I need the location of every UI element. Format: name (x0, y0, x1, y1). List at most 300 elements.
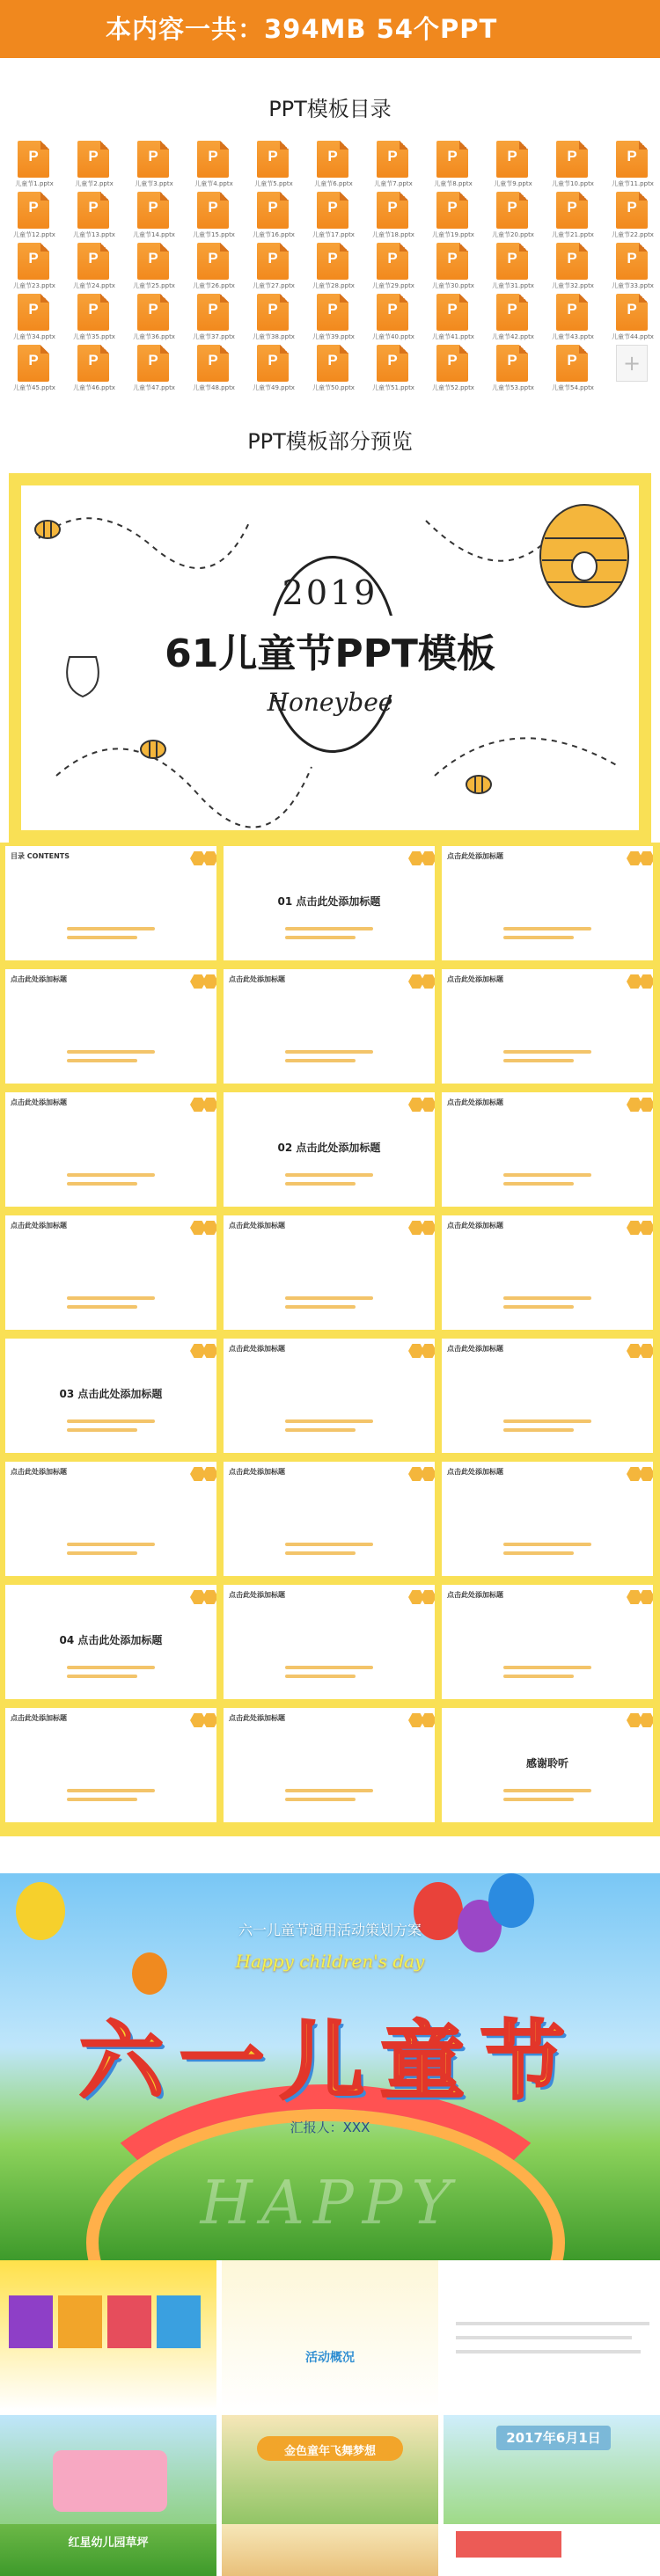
text-line (503, 1305, 574, 1309)
pptx-file[interactable] (67, 243, 121, 292)
honeycomb-icon (639, 1713, 653, 1727)
pptx-file-icon (77, 345, 109, 382)
pptx-file-icon (137, 192, 169, 229)
text-line (285, 1173, 373, 1177)
text-line (503, 1182, 574, 1186)
text-line (67, 936, 137, 939)
pptx-file[interactable] (486, 141, 540, 190)
pptx-file[interactable] (7, 192, 62, 241)
slide-thumbnail[interactable] (224, 1585, 435, 1699)
file-letter: P (28, 199, 39, 215)
file-name: 儿童节45.pptx (13, 384, 55, 391)
thumb-title: 点击此处添加标题 (229, 1591, 285, 1599)
file-letter: P (567, 250, 577, 266)
bottom-label: 金色童年飞舞梦想 (283, 2445, 376, 2458)
file-letter: P (327, 148, 338, 164)
file-letter: P (627, 301, 637, 317)
file-letter: P (148, 301, 158, 317)
pptx-file[interactable] (7, 294, 62, 343)
kids-title: 六一儿童节 (79, 2012, 581, 2111)
file-letter: P (327, 352, 338, 369)
file-letter: P (268, 301, 278, 317)
text-line (285, 1182, 356, 1186)
pptx-file-icon (18, 345, 49, 382)
bee-icon (466, 776, 491, 793)
pptx-file[interactable] (246, 192, 301, 241)
bottom-slide-9 (444, 2524, 660, 2576)
thumb-title: 点击此处添加标题 (447, 1591, 503, 1599)
pptx-file[interactable] (546, 141, 600, 190)
pptx-file-icon (137, 294, 169, 331)
text-line (503, 1059, 574, 1062)
slide-thumbnail[interactable] (224, 969, 435, 1084)
slide-thumbnail[interactable] (224, 1339, 435, 1453)
file-name: 儿童节53.pptx (492, 384, 534, 391)
text-line (503, 1050, 591, 1054)
slide-thumbnail[interactable] (442, 969, 653, 1084)
text-line (285, 1789, 373, 1792)
slide-thumbnail[interactable] (224, 1092, 435, 1207)
bottom-label: 红星幼儿园草坪 (68, 2536, 149, 2550)
file-name: 儿童节16.pptx (253, 231, 295, 238)
text-line (67, 1666, 155, 1669)
file-name: 儿童节44.pptx (612, 333, 654, 340)
text-line (456, 2350, 641, 2353)
text-line (503, 1675, 574, 1678)
thumb-heading: 01 点击此处添加标题 (277, 895, 381, 908)
pptx-file[interactable] (605, 294, 660, 343)
file-name: 儿童节24.pptx (73, 282, 115, 289)
file-letter: P (567, 352, 577, 369)
text-line (285, 1296, 373, 1300)
text-line (456, 2336, 632, 2339)
honeycomb-icon (202, 1221, 216, 1235)
file-name: 儿童节30.pptx (432, 282, 474, 289)
pptx-file[interactable] (187, 192, 241, 241)
pptx-file[interactable] (366, 294, 421, 343)
pptx-file[interactable] (187, 141, 241, 190)
pptx-file[interactable] (366, 243, 421, 292)
file-letter: P (387, 301, 398, 317)
slide-thumbnail[interactable] (224, 1215, 435, 1330)
file-letter: P (268, 352, 278, 369)
pptx-file[interactable] (246, 243, 301, 292)
slide-thumbnail[interactable] (224, 1462, 435, 1576)
slide-thumbnail[interactable] (442, 1585, 653, 1699)
thumb-title: 点击此处添加标题 (11, 1098, 67, 1106)
thumb-title: 点击此处添加标题 (447, 1468, 503, 1476)
pptx-file[interactable] (67, 192, 121, 241)
pptx-file-icon (556, 294, 588, 331)
slide-thumbnail[interactable] (5, 846, 216, 960)
text-line (67, 1551, 137, 1555)
plus-icon: + (622, 351, 642, 376)
pptx-file[interactable] (306, 192, 361, 241)
text-line (285, 1059, 356, 1062)
pptx-file[interactable] (67, 141, 121, 190)
honeycomb-icon (639, 1221, 653, 1235)
file-letter: P (387, 352, 398, 369)
thumb-title: 点击此处添加标题 (11, 1714, 67, 1722)
file-letter: P (88, 250, 99, 266)
pptx-file[interactable] (7, 345, 62, 394)
file-name: 儿童节3.pptx (135, 180, 173, 187)
text-line (67, 927, 155, 930)
honeycomb-icon (421, 851, 435, 865)
file-name: 儿童节27.pptx (253, 282, 295, 289)
text-line (67, 1296, 155, 1300)
bottom-slide-7 (0, 2524, 216, 2576)
file-letter: P (88, 352, 99, 369)
slide-thumbnail[interactable] (442, 1462, 653, 1576)
thumb-title: 点击此处添加标题 (11, 1222, 67, 1230)
file-name: 儿童节1.pptx (15, 180, 54, 187)
file-letter: P (447, 148, 458, 164)
pptx-file[interactable] (366, 141, 421, 190)
thumb-heading: 04 点击此处添加标题 (59, 1634, 163, 1646)
slide-thumbnail[interactable] (442, 1708, 653, 1822)
file-name: 儿童节17.pptx (312, 231, 355, 238)
slide-thumbnail[interactable] (224, 1708, 435, 1822)
file-letter: P (208, 199, 218, 215)
file-letter: P (28, 148, 39, 164)
file-letter: P (28, 301, 39, 317)
pptx-file[interactable] (426, 141, 480, 190)
file-letter: P (28, 352, 39, 369)
pptx-file[interactable] (605, 141, 660, 190)
pptx-file[interactable] (306, 294, 361, 343)
pptx-file-icon (18, 192, 49, 229)
text-line (285, 1419, 373, 1423)
text-line (67, 1428, 137, 1432)
slide-thumbnail[interactable] (5, 1215, 216, 1330)
pptx-file-icon (197, 243, 229, 280)
thumb-title: 点击此处添加标题 (447, 852, 503, 860)
pptx-file[interactable] (605, 243, 660, 292)
pptx-file-icon (496, 141, 528, 178)
file-letter: P (387, 199, 398, 215)
file-letter: P (327, 301, 338, 317)
thumb-title: 点击此处添加标题 (447, 1345, 503, 1353)
hero-slide (9, 473, 651, 843)
pptx-file[interactable] (426, 345, 480, 394)
file-letter: P (567, 148, 577, 164)
kids-english: Happy children's day (235, 1951, 425, 1972)
add-file-button[interactable] (616, 345, 648, 382)
pptx-file[interactable] (426, 243, 480, 292)
kids-happy: HAPPY (200, 2169, 460, 2238)
pptx-file[interactable] (187, 243, 241, 292)
pptx-file[interactable] (246, 345, 301, 394)
file-grid (7, 141, 653, 405)
honeycomb-icon (421, 1221, 435, 1235)
pptx-file[interactable] (605, 192, 660, 241)
pptx-file[interactable] (486, 294, 540, 343)
pptx-file-icon (257, 345, 289, 382)
pptx-file-icon (18, 294, 49, 331)
file-name: 儿童节13.pptx (73, 231, 115, 238)
thumb-title: 点击此处添加标题 (229, 1714, 285, 1722)
pptx-file[interactable] (127, 294, 181, 343)
file-letter: P (327, 199, 338, 215)
pptx-file-icon (197, 192, 229, 229)
text-line (285, 927, 373, 930)
pptx-file[interactable] (546, 345, 600, 394)
pptx-file-icon (616, 141, 648, 178)
pptx-file[interactable] (127, 243, 181, 292)
file-name: 儿童节18.pptx (372, 231, 414, 238)
file-name: 儿童节36.pptx (133, 333, 175, 340)
thumb-title: 目录 CONTENTS (11, 852, 70, 860)
file-letter: P (447, 250, 458, 266)
file-letter: P (627, 250, 637, 266)
file-letter: P (447, 301, 458, 317)
slide-thumbnail[interactable] (5, 1339, 216, 1453)
file-letter: P (208, 352, 218, 369)
pptx-file[interactable] (187, 294, 241, 343)
pptx-file-icon (257, 141, 289, 178)
pptx-file-icon (496, 345, 528, 382)
file-letter: P (387, 250, 398, 266)
bottom-slide-1 (0, 2260, 216, 2410)
pptx-file[interactable] (306, 141, 361, 190)
pptx-file[interactable] (127, 141, 181, 190)
pptx-file[interactable] (546, 294, 600, 343)
pptx-file-icon (616, 294, 648, 331)
honeycomb-icon (639, 1467, 653, 1481)
text-line (67, 1050, 155, 1054)
file-letter: P (28, 250, 39, 266)
text-line (67, 1789, 155, 1792)
file-name: 儿童节26.pptx (193, 282, 235, 289)
pptx-file-icon (556, 141, 588, 178)
text-line (67, 1305, 137, 1309)
pptx-file[interactable] (546, 243, 600, 292)
thumb-title: 点击此处添加标题 (229, 1468, 285, 1476)
pptx-file[interactable] (486, 345, 540, 394)
pptx-file[interactable] (246, 141, 301, 190)
slide-thumbnail[interactable] (442, 1215, 653, 1330)
pptx-file-icon (137, 243, 169, 280)
pptx-file[interactable] (546, 192, 600, 241)
pptx-file-icon (556, 192, 588, 229)
pptx-file[interactable] (486, 243, 540, 292)
pptx-file-icon (18, 243, 49, 280)
red-block (456, 2531, 561, 2558)
file-name: 儿童节14.pptx (133, 231, 175, 238)
honeycomb-icon (202, 1467, 216, 1481)
text-line (503, 1789, 591, 1792)
thumb-heading: 02 点击此处添加标题 (277, 1142, 381, 1154)
file-name: 儿童节54.pptx (552, 384, 594, 391)
text-line (67, 1543, 155, 1546)
menu-block (107, 2295, 151, 2348)
pptx-file[interactable] (67, 345, 121, 394)
text-line (503, 927, 591, 930)
thumb-title: 点击此处添加标题 (11, 1468, 67, 1476)
text-line (67, 1182, 137, 1186)
honeycomb-icon (421, 1467, 435, 1481)
file-letter: P (507, 301, 517, 317)
file-letter: P (88, 301, 99, 317)
pptx-file-icon (616, 243, 648, 280)
pptx-file-icon (197, 141, 229, 178)
pptx-file-icon (317, 192, 348, 229)
note-card (53, 2450, 167, 2512)
file-name: 儿童节34.pptx (13, 333, 55, 340)
file-name: 儿童节41.pptx (432, 333, 474, 340)
thumb-title: 点击此处添加标题 (229, 975, 285, 983)
pptx-file-icon (377, 294, 408, 331)
pptx-file[interactable] (67, 294, 121, 343)
pptx-file[interactable] (127, 192, 181, 241)
file-name: 儿童节25.pptx (133, 282, 175, 289)
bottom-label: 活动概况 (305, 2351, 355, 2365)
honeycomb-icon (421, 1344, 435, 1358)
pptx-file-icon (436, 192, 468, 229)
pptx-file[interactable] (486, 192, 540, 241)
slide-thumbnail[interactable] (5, 1585, 216, 1699)
file-name: 儿童节51.pptx (372, 384, 414, 391)
pptx-file-icon (556, 345, 588, 382)
file-name: 儿童节23.pptx (13, 282, 55, 289)
slide-thumbnail[interactable] (5, 1708, 216, 1822)
file-letter: P (208, 301, 218, 317)
text-line (285, 1798, 356, 1801)
pptx-file-icon (257, 192, 289, 229)
pptx-file[interactable] (246, 294, 301, 343)
hero-slide-inner (21, 485, 639, 830)
thumbnail-grid (0, 843, 660, 1836)
menu-block (58, 2295, 102, 2348)
text-line (503, 1543, 591, 1546)
pptx-file-icon (317, 294, 348, 331)
hero-title: 61儿童节PPT模板 (165, 631, 495, 676)
file-letter: P (567, 199, 577, 215)
slide-thumbnail[interactable] (442, 1339, 653, 1453)
text-line (503, 936, 574, 939)
menu-block (9, 2295, 53, 2348)
pptx-file[interactable] (187, 345, 241, 394)
honeycomb-icon (639, 1344, 653, 1358)
pptx-file-icon (257, 243, 289, 280)
text-line (67, 1173, 155, 1177)
file-letter: P (447, 352, 458, 369)
pptx-file[interactable] (7, 243, 62, 292)
file-letter: P (567, 301, 577, 317)
text-line (67, 1419, 155, 1423)
honeycomb-icon (202, 851, 216, 865)
thumb-title: 点击此处添加标题 (447, 1222, 503, 1230)
file-name: 儿童节39.pptx (312, 333, 355, 340)
pptx-file-icon (377, 141, 408, 178)
thumb-heading: 03 点击此处添加标题 (59, 1388, 163, 1400)
pptx-file-icon (137, 345, 169, 382)
thumb-title: 点击此处添加标题 (229, 1345, 285, 1353)
slide-thumbnail[interactable] (442, 1092, 653, 1207)
honeycomb-icon (639, 851, 653, 865)
file-name: 儿童节38.pptx (253, 333, 295, 340)
pptx-file-icon (436, 141, 468, 178)
pptx-file-icon (377, 345, 408, 382)
slide-thumbnail[interactable] (5, 969, 216, 1084)
slide-thumbnail[interactable] (5, 1092, 216, 1207)
honeycomb-icon (202, 974, 216, 989)
bottom-slide-2 (222, 2260, 438, 2410)
thumb-title: 点击此处添加标题 (447, 1098, 503, 1106)
pptx-file[interactable] (306, 243, 361, 292)
bee-icon (141, 741, 165, 758)
file-letter: P (148, 148, 158, 164)
file-name: 儿童节4.pptx (194, 180, 233, 187)
file-name: 儿童节19.pptx (432, 231, 474, 238)
pptx-file[interactable] (366, 192, 421, 241)
file-name: 儿童节9.pptx (494, 180, 532, 187)
file-name: 儿童节5.pptx (254, 180, 293, 187)
kids-cover-slide (0, 1873, 660, 2260)
file-name: 儿童节42.pptx (492, 333, 534, 340)
file-name: 儿童节50.pptx (312, 384, 355, 391)
file-name: 儿童节22.pptx (612, 231, 654, 238)
pptx-file-icon (436, 345, 468, 382)
pptx-file[interactable] (7, 141, 62, 190)
file-name: 儿童节35.pptx (73, 333, 115, 340)
honeycomb-icon (639, 1098, 653, 1112)
honeycomb-icon (421, 974, 435, 989)
kids-heading: 六一儿童节通用活动策划方案 (238, 1922, 422, 1938)
pptx-file[interactable] (366, 345, 421, 394)
pptx-file-icon (317, 141, 348, 178)
pptx-file-icon (496, 192, 528, 229)
text-line (503, 1428, 574, 1432)
pptx-file[interactable] (127, 345, 181, 394)
hero-subtitle: Honeybee (267, 688, 393, 717)
pptx-file-icon (496, 243, 528, 280)
file-name: 儿童节7.pptx (374, 180, 413, 187)
file-letter: P (148, 250, 158, 266)
pptx-file-icon (77, 141, 109, 178)
honeycomb-icon (202, 1344, 216, 1358)
honeycomb-icon (639, 1590, 653, 1604)
file-name: 儿童节52.pptx (432, 384, 474, 391)
file-name: 儿童节46.pptx (73, 384, 115, 391)
file-name: 儿童节8.pptx (434, 180, 473, 187)
honeycomb-icon (421, 1098, 435, 1112)
file-letter: P (148, 199, 158, 215)
pptx-file-icon (616, 192, 648, 229)
slide-thumbnail[interactable] (224, 846, 435, 960)
pptx-file-icon (197, 294, 229, 331)
text-line (67, 1059, 137, 1062)
file-name: 儿童节40.pptx (372, 333, 414, 340)
pptx-file-icon (197, 345, 229, 382)
thumb-title: 点击此处添加标题 (229, 1222, 285, 1230)
pptx-file-icon (317, 243, 348, 280)
pptx-file[interactable] (306, 345, 361, 394)
file-letter: P (88, 199, 99, 215)
file-letter: P (268, 199, 278, 215)
pptx-file-icon (77, 294, 109, 331)
pptx-file[interactable] (426, 192, 480, 241)
slide-thumbnail[interactable] (442, 846, 653, 960)
file-name: 儿童节28.pptx (312, 282, 355, 289)
pptx-file[interactable] (426, 294, 480, 343)
slide-thumbnail[interactable] (5, 1462, 216, 1576)
menu-block (157, 2295, 201, 2348)
text-line (285, 1305, 356, 1309)
file-letter: P (507, 352, 517, 369)
file-letter: P (148, 352, 158, 369)
